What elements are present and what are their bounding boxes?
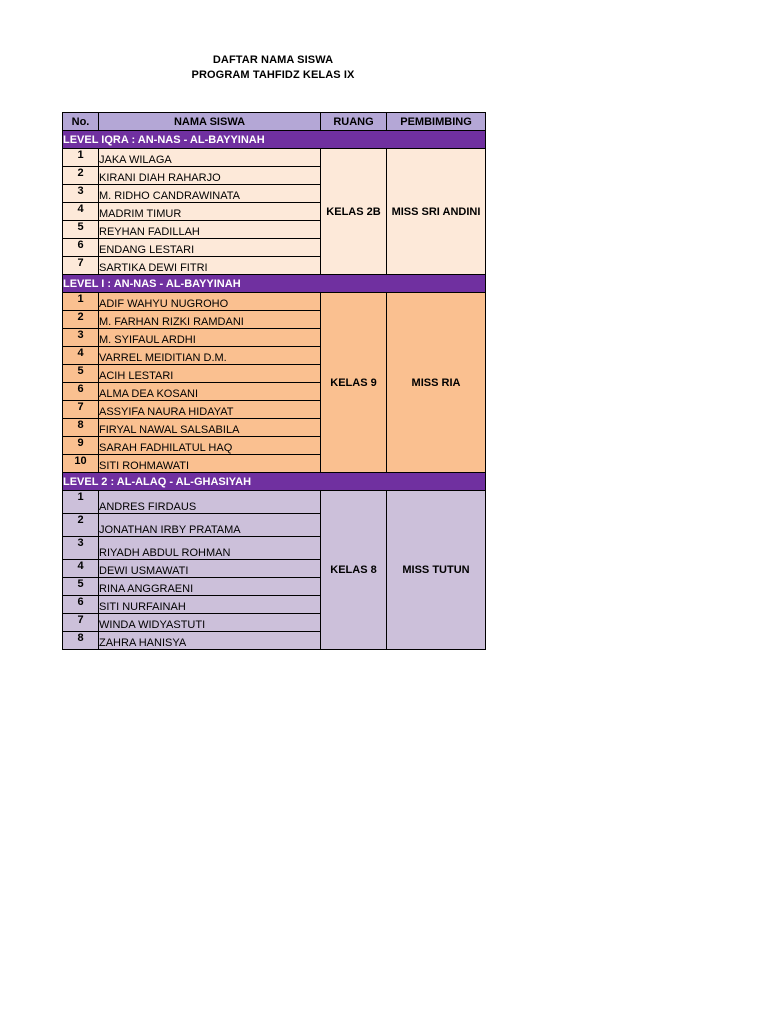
student-name: FIRYAL NAWAL SALSABILA [99, 419, 321, 437]
student-name: SARAH FADHILATUL HAQ [99, 437, 321, 455]
student-name: SARTIKA DEWI FITRI [99, 257, 321, 275]
student-name: VARREL MEIDITIAN D.M. [99, 347, 321, 365]
student-name: REYHAN FADILLAH [99, 221, 321, 239]
group-title: LEVEL I : AN-NAS - AL-BAYYINAH [63, 275, 486, 293]
student-name: RIYADH ABDUL ROHMAN [99, 537, 321, 560]
student-number: 4 [63, 203, 99, 221]
student-name: ADIF WAHYU NUGROHO [99, 293, 321, 311]
student-number: 6 [63, 383, 99, 401]
student-name: M. FARHAN RIZKI RAMDANI [99, 311, 321, 329]
student-name: JAKA WILAGA [99, 149, 321, 167]
student-number: 4 [63, 347, 99, 365]
student-number: 6 [63, 239, 99, 257]
student-number: 9 [63, 437, 99, 455]
student-name: SITI NURFAINAH [99, 596, 321, 614]
student-number: 7 [63, 614, 99, 632]
header-room: RUANG [321, 113, 387, 131]
student-name: RINA ANGGRAENI [99, 578, 321, 596]
student-number: 2 [63, 167, 99, 185]
student-number: 5 [63, 365, 99, 383]
student-number: 6 [63, 596, 99, 614]
student-number: 1 [63, 491, 99, 514]
student-number: 8 [63, 632, 99, 650]
student-number: 1 [63, 293, 99, 311]
header-name: NAMA SISWA [99, 113, 321, 131]
student-number: 8 [63, 419, 99, 437]
header-row [63, 113, 486, 131]
student-name: ENDANG LESTARI [99, 239, 321, 257]
student-name: M. SYIFAUL ARDHI [99, 329, 321, 347]
student-number: 3 [63, 537, 99, 560]
student-number: 3 [63, 185, 99, 203]
group-header-row [63, 473, 486, 491]
student-name: ACIH LESTARI [99, 365, 321, 383]
student-name: SITI ROHMAWATI [99, 455, 321, 473]
student-number: 10 [63, 455, 99, 473]
group-mentor: MISS TUTUN [387, 491, 486, 650]
student-number: 1 [63, 149, 99, 167]
student-name: WINDA WIDYASTUTI [99, 614, 321, 632]
student-table [62, 112, 486, 650]
group-title: LEVEL IQRA : AN-NAS - AL-BAYYINAH [63, 131, 486, 149]
student-number: 2 [63, 311, 99, 329]
group-room: KELAS 9 [321, 293, 387, 473]
student-number: 5 [63, 578, 99, 596]
student-name: ASSYIFA NAURA HIDAYAT [99, 401, 321, 419]
student-name: DEWI USMAWATI [99, 560, 321, 578]
header-mentor: PEMBIMBING [387, 113, 486, 131]
group-header-row [63, 131, 486, 149]
student-number: 5 [63, 221, 99, 239]
group-mentor: MISS RIA [387, 293, 486, 473]
group-room: KELAS 8 [321, 491, 387, 650]
student-number: 2 [63, 514, 99, 537]
student-name: ZAHRA HANISYA [99, 632, 321, 650]
student-name: MADRIM TIMUR [99, 203, 321, 221]
group-title: LEVEL 2 : AL-ALAQ - AL-GHASIYAH [63, 473, 486, 491]
document-title: DAFTAR NAMA SISWA [212, 54, 334, 66]
student-number: 4 [63, 560, 99, 578]
group-mentor: MISS SRI ANDINI [387, 149, 486, 275]
student-number: 3 [63, 329, 99, 347]
student-row [63, 149, 486, 167]
student-name: KIRANI DIAH RAHARJO [99, 167, 321, 185]
student-name: M. RIDHO CANDRAWINATA [99, 185, 321, 203]
student-row [63, 491, 486, 514]
student-row [63, 293, 486, 311]
group-header-row [63, 275, 486, 293]
document-subtitle: PROGRAM TAHFIDZ KELAS IX [191, 69, 355, 81]
group-room: KELAS 2B [321, 149, 387, 275]
student-name: ANDRES FIRDAUS [99, 491, 321, 514]
student-number: 7 [63, 401, 99, 419]
student-name: ALMA DEA KOSANI [99, 383, 321, 401]
student-name: JONATHAN IRBY PRATAMA [99, 514, 321, 537]
student-number: 7 [63, 257, 99, 275]
header-no: No. [63, 113, 99, 131]
